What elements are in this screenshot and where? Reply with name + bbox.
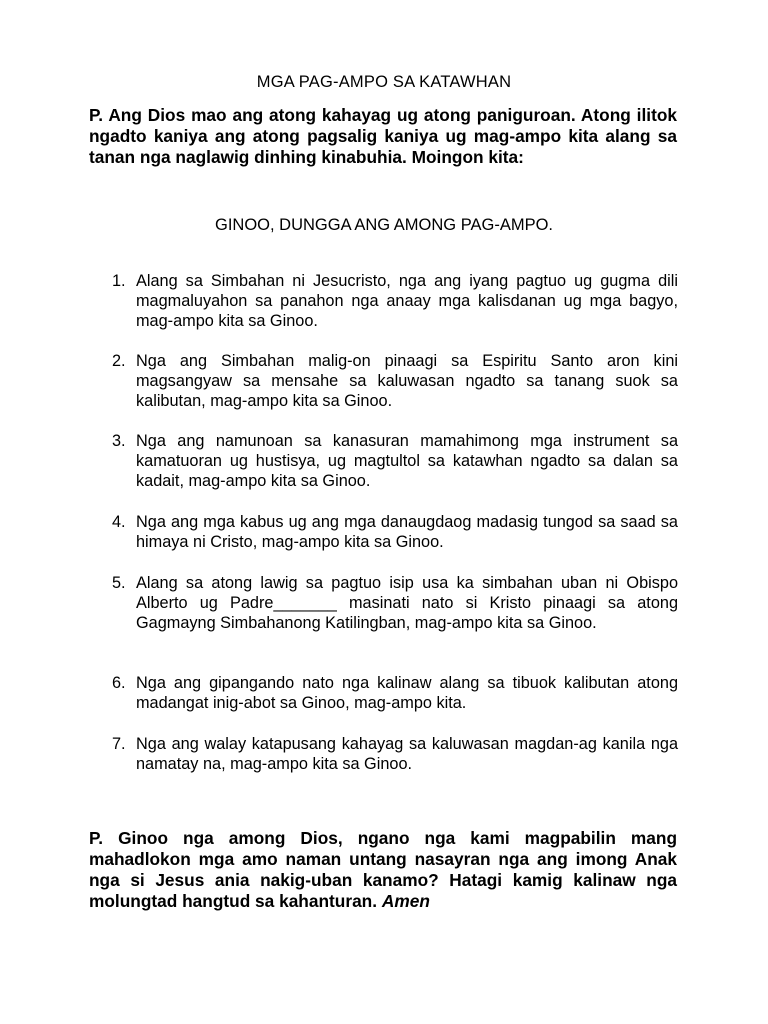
closing-text: P. Ginoo nga among Dios, ngano nga kami magpabilin mang mahadlokon mga amo naman untang nasayran nga ang imong Anak nga si Jesus ania nakig-uban kanamo? Hatagi kamig kalinaw nga molungtad hangtud sa kahanturan. <box>89 828 677 911</box>
petition-item-5 <box>112 573 678 634</box>
petition-item-2 <box>112 351 678 412</box>
response-line: GINOO, DUNGGA ANG AMONG PAG-AMPO. <box>215 216 553 234</box>
petition-text: Nga ang namunoan sa kanasuran mamahimong mga instrument sa kamatuoran ug hustisya, ug magtultol sa katawhan ngadto sa dalan sa kadait, mag-ampo kita sa Ginoo. <box>136 432 678 491</box>
petition-text: Nga ang mga kabus ug ang mga danaugdaog madasig tungod sa saad sa himaya ni Cristo, mag-ampo kita sa Ginoo. <box>136 513 678 552</box>
amen-word: Amen <box>381 891 430 911</box>
petition-item-7 <box>112 734 678 774</box>
petition-text: Alang sa Simbahan ni Jesucristo, nga ang iyang pagtuo ug gugma dili magmaluyahon sa panahon nga anaay mga kalisdanan ug mga bagyo, mag-ampo kita sa Ginoo. <box>136 272 678 331</box>
petition-number: 4. <box>112 513 126 531</box>
petition-number: 7. <box>112 735 126 753</box>
petition-item-3 <box>112 431 678 492</box>
petition-number: 5. <box>112 574 126 592</box>
petition-number: 1. <box>112 272 126 290</box>
petition-item-6 <box>112 673 678 713</box>
document-title: MGA PAG-AMPO SA KATAWHAN <box>256 73 512 91</box>
petition-text: Nga ang walay katapusang kahayag sa kaluwasan magdan-ag kanila nga namatay na, mag-ampo kita sa Ginoo. <box>136 735 678 774</box>
petition-number: 2. <box>112 352 126 370</box>
intro-paragraph: P. Ang Dios mao ang atong kahayag ug atong paniguroan. Atong ilitok ngadto kaniya ang atong pagsalig kaniya ug mag-ampo kita alang sa tanan nga naglawig dinhing kinabuhia. Moingon kita: <box>89 105 677 167</box>
petition-item-1 <box>112 271 678 332</box>
petition-text: Nga ang Simbahan malig-on pinaagi sa Espiritu Santo aron kini magsangyaw sa mensahe sa kaluwasan ngadto sa tanang suok sa kalibutan, mag-ampo kita sa Ginoo. <box>136 352 678 411</box>
closing-prayer <box>89 828 677 912</box>
petition-text: Alang sa atong lawig sa pagtuo isip usa ka simbahan uban ni Obispo Alberto ug Padre_______ masinati nato si Kristo pinaagi sa atong Gagmayng Simbahanong Katilingban, mag-ampo kita sa Ginoo. <box>136 574 678 633</box>
petition-text: Nga ang gipangando nato nga kalinaw alang sa tibuok kalibutan atong madangat inig-abot sa Ginoo, mag-ampo kita. <box>136 674 678 713</box>
petition-number: 3. <box>112 432 126 450</box>
petition-number: 6. <box>112 674 126 692</box>
petition-item-4 <box>112 512 678 552</box>
